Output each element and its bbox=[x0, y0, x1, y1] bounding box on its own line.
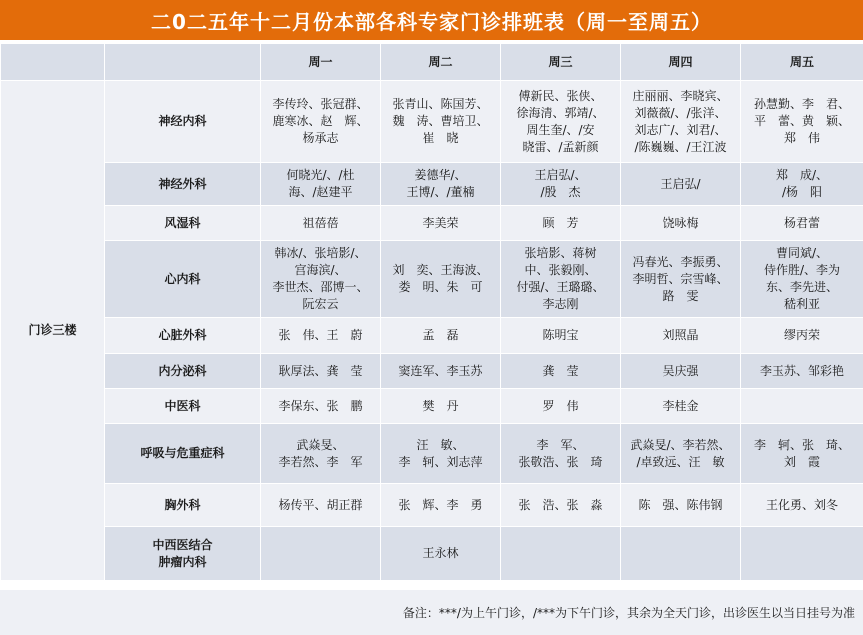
doctor-cell bbox=[261, 527, 381, 581]
doctor-cell: 李保东、张 鹏 bbox=[261, 389, 381, 424]
day-header-tue: 周二 bbox=[381, 44, 501, 81]
header-row bbox=[1, 44, 863, 81]
doctor-cell: 李玉苏、邹彩艳 bbox=[741, 354, 863, 389]
doctor-cell: 樊 丹 bbox=[381, 389, 501, 424]
doctor-cell: 王启弘/、 /殷 杰 bbox=[501, 163, 621, 206]
doctor-cell bbox=[741, 527, 863, 581]
dept-label: 神经外科 bbox=[105, 163, 261, 206]
doctor-cell: 武焱旻/、李若然、 /卓致远、汪 敏 bbox=[621, 424, 741, 484]
table-row bbox=[1, 424, 863, 484]
doctor-cell: 李美荣 bbox=[381, 206, 501, 241]
dept-label: 心内科 bbox=[105, 241, 261, 318]
dept-label: 胸外科 bbox=[105, 484, 261, 527]
dept-label: 心脏外科 bbox=[105, 318, 261, 354]
table-row bbox=[1, 318, 863, 354]
doctor-cell bbox=[741, 389, 863, 424]
table-row bbox=[1, 354, 863, 389]
doctor-cell: 杨传平、胡正群 bbox=[261, 484, 381, 527]
doctor-cell: 冯春光、李振勇、 李明哲、宗雪峰、 路 雯 bbox=[621, 241, 741, 318]
doctor-cell: 王化勇、刘冬 bbox=[741, 484, 863, 527]
header-empty-floor bbox=[1, 44, 105, 81]
doctor-cell: 张 辉、李 勇 bbox=[381, 484, 501, 527]
doctor-cell: 龚 莹 bbox=[501, 354, 621, 389]
dept-label: 中西医结合 肿瘤内科 bbox=[105, 527, 261, 581]
doctor-cell: 李桂金 bbox=[621, 389, 741, 424]
doctor-cell: 傅新民、张侠、 徐海清、郭靖/、 周生奎/、/安 晓雷、/孟新颜 bbox=[501, 81, 621, 163]
table-row bbox=[1, 484, 863, 527]
doctor-cell: 曹同斌/、 侍作胜/、李为 东、李先进、 嵇利亚 bbox=[741, 241, 863, 318]
doctor-cell bbox=[501, 527, 621, 581]
schedule-table bbox=[0, 43, 863, 581]
doctor-cell: 张 伟、王 蔚 bbox=[261, 318, 381, 354]
doctor-cell: 耿厚法、龚 莹 bbox=[261, 354, 381, 389]
doctor-cell: 孟 磊 bbox=[381, 318, 501, 354]
footer-note: 备注：***/为上午门诊，/***为下午门诊，其余为全天门诊，出诊医生以当日挂号为准 bbox=[0, 590, 863, 635]
doctor-cell: 姜德华/、 王博/、/董楠 bbox=[381, 163, 501, 206]
dept-label: 呼吸与危重症科 bbox=[105, 424, 261, 484]
dept-label: 风湿科 bbox=[105, 206, 261, 241]
doctor-cell: 何晓光/、/杜 海、/赵建平 bbox=[261, 163, 381, 206]
doctor-cell: 张青山、陈国芳、 魏 涛、曹培卫、 崔 晓 bbox=[381, 81, 501, 163]
dept-label: 神经内科 bbox=[105, 81, 261, 163]
day-header-fri: 周五 bbox=[741, 44, 863, 81]
doctor-cell: 郑 成/、 /杨 阳 bbox=[741, 163, 863, 206]
doctor-cell: 罗 伟 bbox=[501, 389, 621, 424]
floor-label: 门诊三楼 bbox=[1, 81, 105, 581]
doctor-cell: 孙慧勤、李 君、 平 蕾、黄 颖、 郑 伟 bbox=[741, 81, 863, 163]
doctor-cell: 饶咏梅 bbox=[621, 206, 741, 241]
table-row bbox=[1, 241, 863, 318]
dept-label: 中医科 bbox=[105, 389, 261, 424]
doctor-cell: 张培影、蒋树 中、张毅刚、 付强/、王璐璐、 李志刚 bbox=[501, 241, 621, 318]
doctor-cell: 王启弘/ bbox=[621, 163, 741, 206]
doctor-cell: 庄丽丽、李晓宾、 刘薇薇/、/张洋、 刘志广/、刘君/、 /陈巍巍、/王江波 bbox=[621, 81, 741, 163]
schedule-title: 二0二五年十二月份本部各科专家门诊排班表（周一至周五） bbox=[0, 0, 863, 40]
doctor-cell: 陈明宝 bbox=[501, 318, 621, 354]
table-row bbox=[1, 389, 863, 424]
table-row bbox=[1, 81, 863, 163]
doctor-cell: 祖蓓蓓 bbox=[261, 206, 381, 241]
day-header-thu: 周四 bbox=[621, 44, 741, 81]
day-header-mon: 周一 bbox=[261, 44, 381, 81]
doctor-cell: 刘 奕、王海波、 娄 明、朱 可 bbox=[381, 241, 501, 318]
doctor-cell: 杨君蕾 bbox=[741, 206, 863, 241]
doctor-cell: 张 浩、张 淼 bbox=[501, 484, 621, 527]
doctor-cell: 汪 敏、 李 轲、刘志萍 bbox=[381, 424, 501, 484]
day-header-wed: 周三 bbox=[501, 44, 621, 81]
doctor-cell: 韩冰/、张培影/、 宫海滨/、 李世杰、邵博一、 阮宏云 bbox=[261, 241, 381, 318]
dept-label: 内分泌科 bbox=[105, 354, 261, 389]
table-row bbox=[1, 527, 863, 581]
doctor-cell: 武焱旻、 李若然、李 军 bbox=[261, 424, 381, 484]
doctor-cell bbox=[621, 527, 741, 581]
doctor-cell: 李传玲、张冠群、 鹿寒冰、赵 辉、 杨承志 bbox=[261, 81, 381, 163]
table-row bbox=[1, 206, 863, 241]
doctor-cell: 窦连军、李玉苏 bbox=[381, 354, 501, 389]
doctor-cell: 李 轲、张 琦、 刘 霞 bbox=[741, 424, 863, 484]
doctor-cell: 缪丙荣 bbox=[741, 318, 863, 354]
table-row bbox=[1, 163, 863, 206]
doctor-cell: 刘照晶 bbox=[621, 318, 741, 354]
header-empty-dept bbox=[105, 44, 261, 81]
doctor-cell: 陈 强、陈伟钢 bbox=[621, 484, 741, 527]
doctor-cell: 吴庆强 bbox=[621, 354, 741, 389]
doctor-cell: 顾 芳 bbox=[501, 206, 621, 241]
doctor-cell: 王永林 bbox=[381, 527, 501, 581]
doctor-cell: 李 军、 张敬浩、张 琦 bbox=[501, 424, 621, 484]
